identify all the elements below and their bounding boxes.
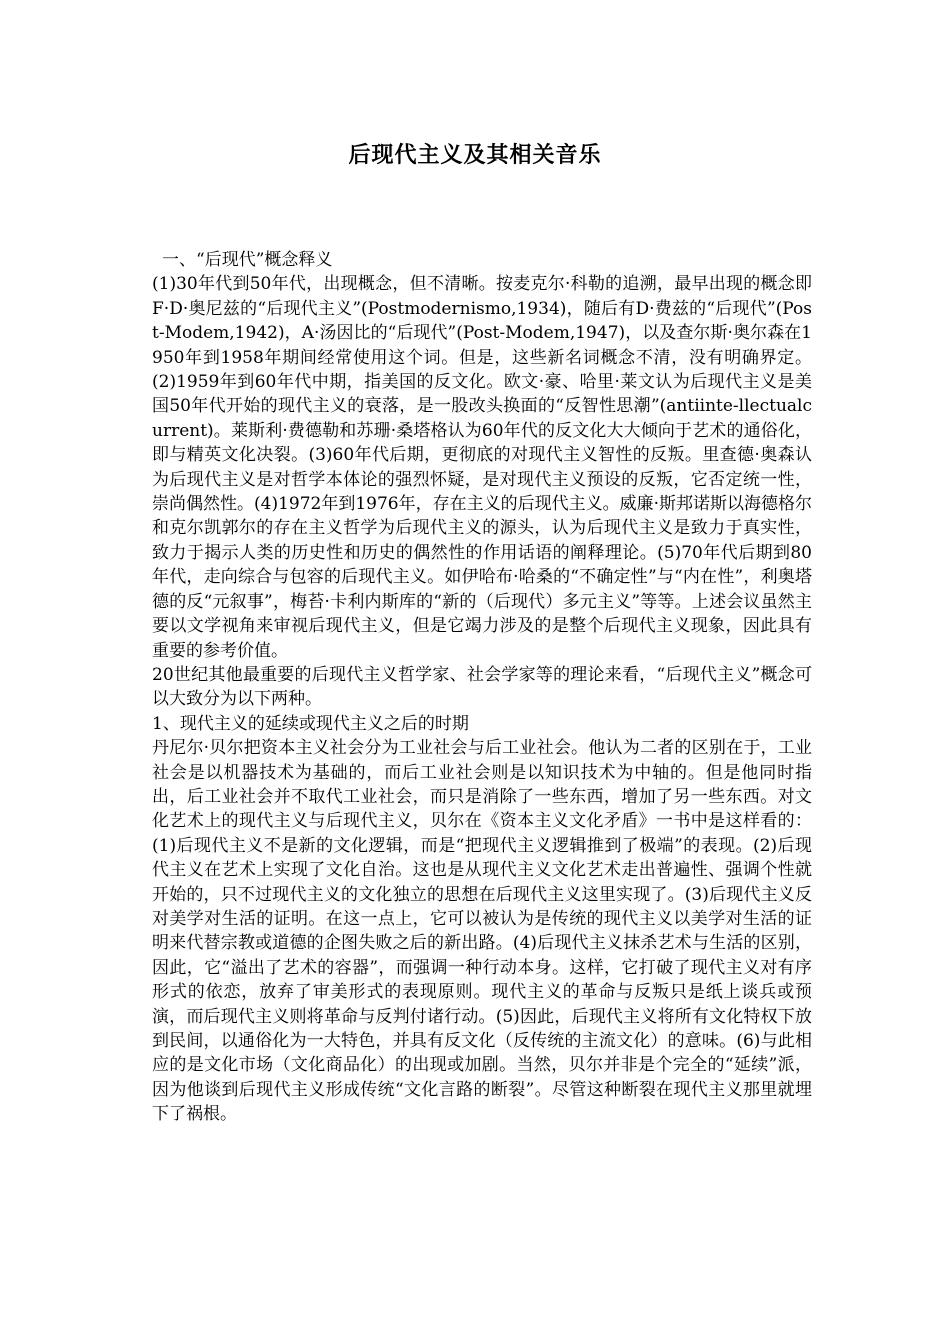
- paragraph-concept-history: (1)30年代到50年代，出现概念，但不清晰。按麦克尔·科勒的追溯，最早出现的概念即F·D·奥尼兹的“后现代主义”(Postmodernismo,1934)，随后有D·费兹的“后现代”(Post-Modem,1942)，A·汤因比的“后现代”(Post-Modem,1947)，以及查尔斯·奥尔森在1950年到1958年期间经常使用这个词。但是，这些新名词概念不清，没有明确界定。(2)1959年到60年代中期，指美国的反文化。欧文·豪、哈里·莱文认为后现代主义是美国50年代开始的现代主义的衰落，是一股改头换面的“反智性思潮”(antiinte-llectualcurrent)。莱斯利·费德勒和苏珊·桑塔格认为60年代的反文化大大倾向于艺术的通俗化，即与精英文化决裂。(3)60年代后期，更彻底的对现代主义智性的反叛。里查德·奥森认为后现代主义是对哲学本体论的强烈怀疑，是对现代主义预设的反叛，它否定统一性，崇尚偶然性。(4)1972年到1976年，存在主义的后现代主义。威廉·斯邦诺斯以海德格尔和克尔凯郭尔的存在主义哲学为后现代主义的源头，认为后现代主义是致力于真实性，致力于揭示人类的历史性和历史的偶然性的作用话语的阐释理论。(5)70年代后期到80年代，走向综合与包容的后现代主义。如伊哈布·哈桑的“不确定性”与“内在性”，利奥塔德的反“元叙事”，梅苔·卡利内斯库的“新的（后现代）多元主义”等等。上述会议虽然主要以文学视角来审视后现代主义，但是它竭力涉及的是整个后现代主义现象，因此具有重要的参考价值。: [152, 274, 813, 661]
- paragraph-two-categories: 20世纪其他最重要的后现代主义哲学家、社会学家等的理论来看，“后现代主义”概念可以大致分为以下两种。: [152, 664, 812, 710]
- subsection-heading: 1、现代主义的延续或现代主义之后的时期: [152, 713, 469, 734]
- section-heading: 一、“后现代”概念释义: [162, 250, 333, 270]
- document-body: [144, 248, 812, 1127]
- paragraph-daniel-bell: 丹尼尔·贝尔把资本主义社会分为工业社会与后工业社会。他认为二者的区别在于，工业社会是以机器技术为基础的，而后工业社会则是以知识技术为中轴的。但是他同时指出，后工业社会并不取代工业社会，而只是消除了一些东西，增加了另一些东西。对文化艺术上的现代主义与后现代主义，贝尔在《资本主义文化矛盾》一书中是这样看的：(1)后现代主义不是新的文化逻辑，而是“把现代主义逻辑推到了极端”的表现。(2)后现代主义在艺术上实现了文化自治。这也是从现代主义文化艺术走出普遍性、强调个性就开始的，只不过现代主义的文化独立的思想在后现代主义这里实现了。(3)后现代主义反对美学对生活的证明。在这一点上，它可以被认为是传统的现代主义以美学对生活的证明来代替宗教或道德的企图失败之后的新出路。(4)后现代主义抹杀艺术与生活的区别，因此，它“溢出了艺术的容器”，而强调一种行动本身。这样，它打破了现代主义对有序形式的依恋，放弃了审美形式的表现原则。现代主义的革命与反叛只是纸上谈兵或预演，而后现代主义则将革命与反判付诸行动。(5)因此，后现代主义将所有文化特权下放到民间，以通俗化为一大特色，并具有反文化（反传统的主流文化）的意味。(6)与此相应的是文化市场（文化商品化）的出现或加剧。当然，贝尔并非是个完全的“延续”派，因为他谈到后现代主义形成传统“文化言路的断裂”。尽管这种断裂在现代主义那里就埋下了祸根。: [152, 738, 812, 1125]
- document-title: 后现代主义及其相关音乐: [348, 142, 602, 168]
